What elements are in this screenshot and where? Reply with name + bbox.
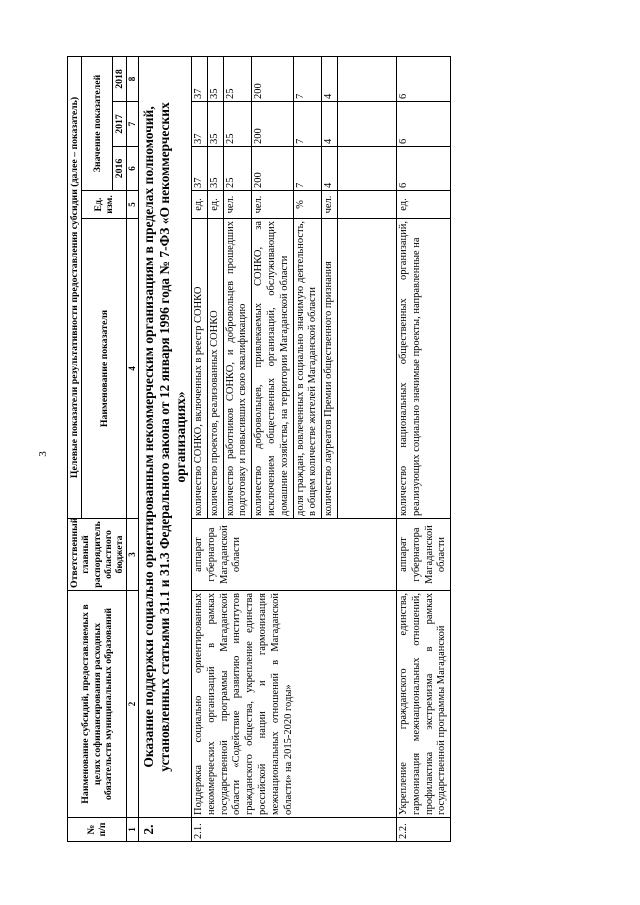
indicator-name: количество добровольцев, привлекаемых СОНКО, за исключением общественных организаций, обслуживающих домашние хозяйства, на территории Магаданской области — [252, 219, 293, 519]
subsidy-table — [67, 56, 451, 842]
indicator-value-2018: 7 — [293, 56, 322, 101]
header-targets: Целевые показатели результативности предоставления субсидии (далее – показатель) — [68, 56, 82, 518]
indicator-value-2016: 4 — [322, 147, 338, 191]
column-number: 1 — [127, 818, 139, 842]
column-number: 3 — [127, 519, 139, 591]
indicator-value-2017: 25 — [223, 102, 252, 147]
subsidy-name: Укрепление гражданского единства, гармонизация межнациональных отношений, профилактика экстремизма в рамках государственной программы Магаданской — [397, 591, 451, 818]
empty-cell — [338, 147, 397, 191]
row-number: 2.2. — [397, 818, 451, 842]
column-number: 7 — [127, 102, 139, 147]
indicator-value-2018: 6 — [397, 56, 451, 101]
column-number: 2 — [127, 591, 139, 818]
indicator-value-2018: 37 — [192, 56, 208, 101]
subsidy-name: Поддержка социально ориентированных некоммерческих организаций в рамках государственной программы Магаданской области «Содействие развитию институтов гражданского общества, укрепление единства российской нации и гармонизация межнациональных отношений в Магаданской области» на 2015-2020 годы» — [192, 591, 397, 818]
indicator-value-2018: 25 — [223, 56, 252, 101]
indicator-name: количество национальных общественных организаций, реализующих социально значимые проекты, направленные на — [397, 219, 451, 519]
responsible-body: аппарат губернатора Магаданской области — [192, 519, 397, 591]
indicator-value-2016: 35 — [207, 147, 223, 191]
indicator-unit: чел. — [252, 191, 293, 219]
header-responsible: Ответственный главный распорядитель областного бюджета — [68, 519, 127, 591]
indicator-name: количество СОНКО, включенных в реестр СОНКО — [192, 219, 208, 519]
indicator-unit: чел. — [223, 191, 252, 219]
header-subsidy: Наименование субсидий, предоставляемых в целях софинансирования расходных обязательств муниципальных образований — [68, 591, 127, 818]
indicator-value-2016: 25 — [223, 147, 252, 191]
indicator-unit: ед. — [192, 191, 208, 219]
indicator-value-2016: 7 — [293, 147, 322, 191]
header-indicator: Наименование показателя — [82, 219, 127, 519]
header-year: 2017 — [113, 102, 127, 147]
table-row — [192, 56, 208, 841]
column-number: 4 — [127, 219, 139, 519]
indicator-name: количество лауреатов Премии общественного признания — [322, 219, 338, 519]
indicator-value-2017: 200 — [252, 102, 293, 147]
empty-cell — [338, 102, 397, 147]
indicator-value-2017: 6 — [397, 102, 451, 147]
indicator-unit: % — [293, 191, 322, 219]
indicator-name: количество работников СОНКО, и добровольцев прошедших подготовку и повысивших свою квалификацию — [223, 219, 252, 519]
indicator-value-2018: 35 — [207, 56, 223, 101]
rotated-table-block — [67, 57, 567, 842]
empty-cell — [338, 191, 397, 219]
page-number: 3 — [36, 451, 49, 457]
header-no: № п/п — [68, 818, 127, 842]
column-number: 5 — [127, 191, 139, 219]
indicator-value-2017: 7 — [293, 102, 322, 147]
indicator-name: количество проектов, реализованных СОНКО — [207, 219, 223, 519]
indicator-value-2017: 4 — [322, 102, 338, 147]
header-year: 2016 — [113, 147, 127, 191]
header-values: Значение показателей — [82, 56, 113, 190]
column-number-row — [127, 56, 139, 841]
indicator-value-2016: 6 — [397, 147, 451, 191]
indicator-value-2018: 200 — [252, 56, 293, 101]
indicator-unit: чел. — [322, 191, 338, 219]
empty-cell — [338, 56, 397, 101]
column-number: 8 — [127, 56, 139, 101]
indicator-unit: ед. — [207, 191, 223, 219]
responsible-body: аппарат губернатора Магаданской области — [397, 519, 451, 591]
header-unit: Ед. изм. — [82, 191, 127, 219]
table-row — [397, 56, 451, 841]
row-number: 2.1. — [192, 818, 397, 842]
indicator-value-2016: 37 — [192, 147, 208, 191]
indicator-value-2017: 37 — [192, 102, 208, 147]
indicator-value-2018: 4 — [322, 56, 338, 101]
indicator-name: доля граждан, вовлеченных в социально значимую деятельность, в общем количестве жителей Магаданской области — [293, 219, 322, 519]
section-title: Оказание поддержки социально ориентированным некоммерческим организациям в пределах полномочий, установленных статьями 31.1 и 31.3 Федерального закона от 12 января 1996 года № 7-ФЗ «О некоммерческих организациях» — [139, 56, 192, 817]
empty-cell — [338, 219, 397, 519]
section-number: 2. — [139, 818, 192, 842]
indicator-value-2017: 35 — [207, 102, 223, 147]
indicator-unit: ед. — [397, 191, 451, 219]
header-year: 2018 — [113, 56, 127, 101]
column-number: 6 — [127, 147, 139, 191]
section-row — [139, 56, 192, 841]
indicator-value-2016: 200 — [252, 147, 293, 191]
